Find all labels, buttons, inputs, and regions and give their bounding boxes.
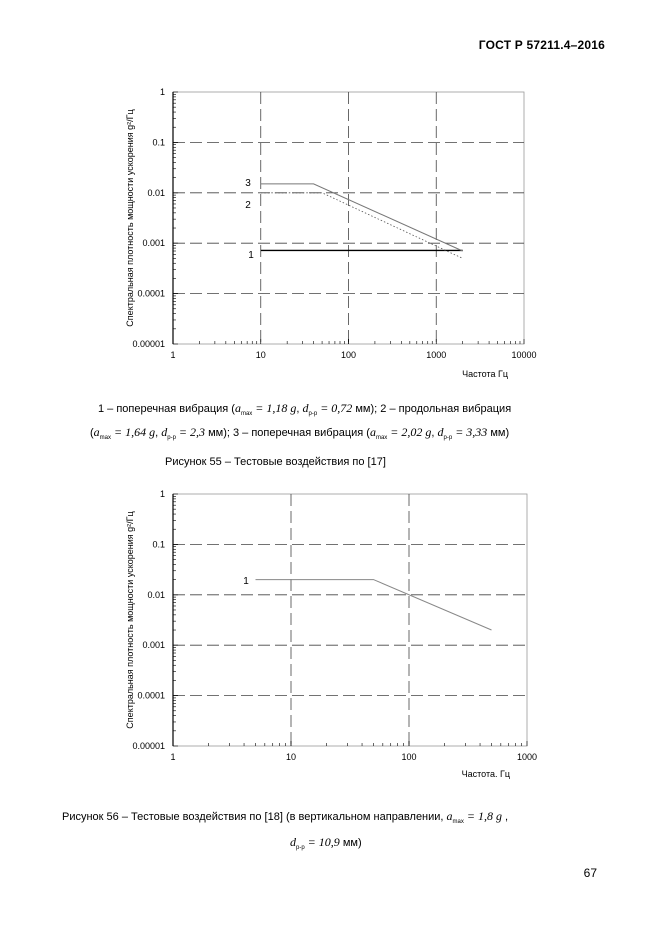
x-tick-label: 100 xyxy=(401,752,417,762)
x-axis-label: Частота Гц xyxy=(462,369,508,379)
y-tick-label: 1 xyxy=(159,87,165,97)
fig55-legend-line1: 1 – поперечная вибрация ($a_{max} = 1,18$ g, $d_{p-p} = 0,72$ мм); 2 – продольная вибрация xyxy=(98,401,512,418)
page-number: 67 xyxy=(583,866,597,880)
fig55-caption: Рисунок 55 – Тестовые воздействия по [17] xyxy=(165,456,386,468)
plot-frame xyxy=(173,494,527,746)
series-label-1: 1 xyxy=(248,250,254,261)
x-tick-label: 10 xyxy=(255,350,266,360)
x-tick-label: 10 xyxy=(285,752,297,762)
x-tick-label: 1000 xyxy=(516,752,538,762)
y-tick-label: 0.01 xyxy=(147,187,165,198)
y-tick-label: 0.001 xyxy=(142,238,165,249)
y-tick-label: 0.00001 xyxy=(132,339,165,349)
x-axis-label: Частота. Гц xyxy=(461,769,510,779)
x-tick-label: 1 xyxy=(170,350,176,360)
series-label-1: 1 xyxy=(243,576,249,587)
y-tick-label: 0.01 xyxy=(147,589,165,600)
y-tick-label: 0.0001 xyxy=(137,690,165,701)
x-tick-label: 100 xyxy=(340,350,357,360)
series-label-3: 3 xyxy=(245,178,251,189)
fig56-caption-line2: $d_{p-p} = 10,9$ мм) xyxy=(290,835,362,852)
y-tick-label: 0.1 xyxy=(152,137,165,148)
y-axis-label: Спектральная плотность мощности ускорения g²/Гц xyxy=(125,109,135,327)
y-tick-label: 0.00001 xyxy=(132,741,165,751)
fig55-legend-line2: ($a_{max} = 1,64$ g, $d_{p-p} = 2,3$ мм); 3 – поперечная вибрация ($a_{max} = 2,02$ g, $d_{p-p} = 3,33$ мм) xyxy=(90,425,510,442)
document-id: ГОСТ Р 57211.4–2016 xyxy=(478,38,605,52)
y-tick-label: 0.0001 xyxy=(137,288,165,299)
series-label-2: 2 xyxy=(245,200,251,211)
y-tick-label: 0.001 xyxy=(142,640,165,651)
x-tick-label: 10000 xyxy=(511,350,537,360)
y-tick-label: 1 xyxy=(159,489,165,499)
fig56-caption-line1: Рисунок 56 – Тестовые воздействия по [18] (в вертикальном направлении, $a_{max} = 1,8$ g , xyxy=(62,809,509,826)
y-axis-label: Спектральная плотность мощности ускорения g²/Гц xyxy=(125,511,135,729)
x-tick-label: 1000 xyxy=(426,350,447,360)
y-tick-label: 0.1 xyxy=(152,539,165,550)
x-tick-label: 1 xyxy=(170,752,176,762)
